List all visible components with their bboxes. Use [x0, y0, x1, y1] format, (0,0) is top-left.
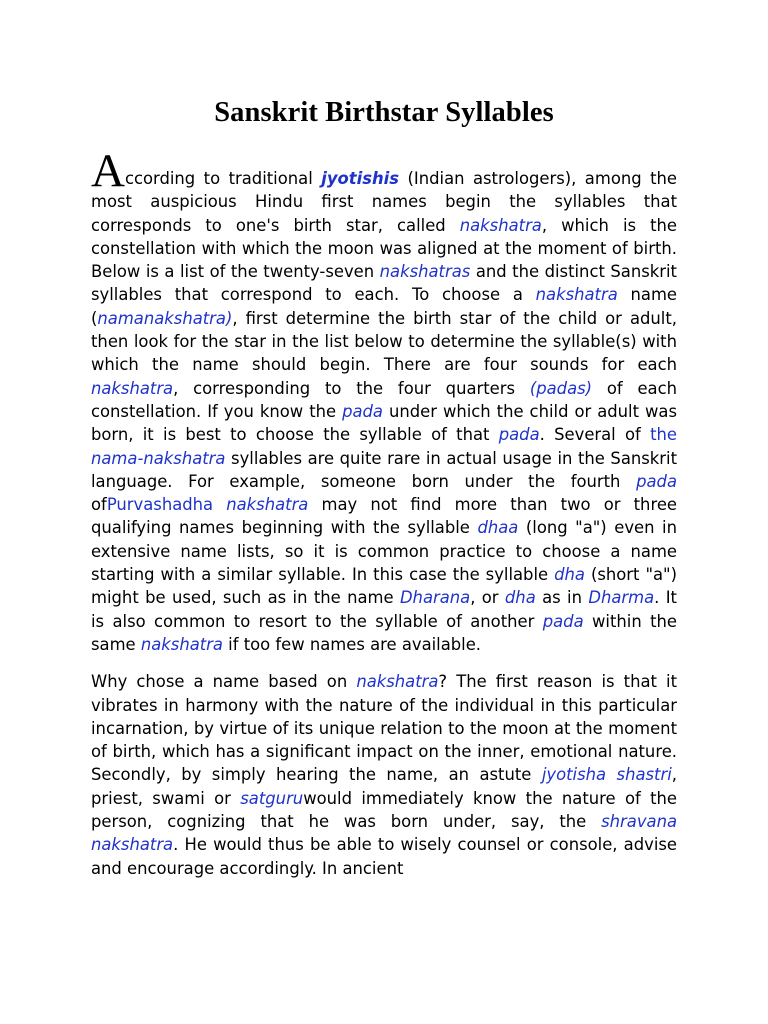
text-run: would immediately know the nature of the person, cognizing that he was born under, say, the [91, 788, 677, 832]
link-nakshatra[interactable]: nakshatra [140, 634, 223, 654]
link-shravana-nakshatra[interactable]: shravana nakshatra [91, 812, 677, 855]
text-run: , or [470, 588, 505, 608]
text-run: of each constellation. If you know the [91, 378, 677, 421]
text-run: as in [535, 588, 589, 608]
text-run: if too few names are available. [222, 634, 482, 654]
link-dhaa[interactable]: dhaa [477, 518, 519, 538]
document-body [91, 0, 677, 880]
link-pada[interactable]: pada [636, 471, 677, 491]
link-nakshatra[interactable]: nakshatra [91, 378, 174, 398]
text-run: ? The first reason is that it vibrates in harmony with the nature of the individual in this particular incarnation, by virtue of its unique relation to the moon at the moment of birth, which has a significant impact on the inner, emotional nature. Secondly, by simply hearing the name, an astute [91, 672, 677, 785]
paragraph-intro [91, 145, 678, 656]
link-nama-nakshatra[interactable]: nama-nakshatra [91, 448, 226, 468]
link-nakshatra[interactable]: nakshatra [459, 215, 542, 235]
text-run: (short "a") might be used, such as in the name [91, 565, 677, 608]
text-run: name ( [91, 285, 677, 328]
text-run: . Several of [539, 425, 651, 445]
paragraph-why-nakshatra [91, 670, 677, 880]
link-dharma[interactable]: Dharma [588, 588, 655, 608]
text-run: and the distinct Sanskrit syllables that correspond to each. To choose a [91, 262, 677, 305]
link-pada[interactable]: pada [342, 401, 383, 421]
text-run: , priest, swami or [91, 765, 677, 808]
text-run: (Indian astrologers), among the most auspicious Hindu first names begin the syllables that corresponds to one's birth star, called [91, 169, 678, 235]
text-run: . He would thus be able to wisely counsel or console, advise and encourage accordingly. In ancient [91, 835, 677, 878]
link-nakshatras[interactable]: nakshatras [379, 262, 471, 282]
link-nakshatra[interactable]: nakshatra [535, 285, 618, 305]
page-title: Sanskrit Birthstar Syllables [214, 97, 554, 128]
link-dha[interactable]: dha [504, 588, 536, 608]
link-jyotisha-shastri[interactable]: jyotisha shastri [541, 765, 672, 785]
link-jyotishis[interactable]: jyotishis [321, 169, 400, 188]
text-run: may not find more than two or three qualifying names beginning with the syllable [91, 495, 677, 538]
link-purvashadha[interactable]: Purvashadha [106, 495, 227, 515]
drop-cap: A [91, 145, 125, 197]
link-dharana[interactable]: Dharana [399, 588, 471, 608]
text-run: , first determine the birth star of the child or adult, then look for the star in the list below to determine the syllable(s) with which the name should begin. There are four sounds for each [91, 308, 677, 375]
link-satguru[interactable]: satguru [240, 788, 304, 808]
text-run: (long "a") even in extensive name lists, so it is common practice to choose a name starting with a similar syllable. In this case the syllable [91, 518, 677, 585]
text-run: within the same [91, 611, 677, 654]
text-run: , corresponding to the four quarters [173, 378, 530, 398]
link-nakshatra[interactable]: nakshatra [356, 672, 439, 692]
link-namanakshatra[interactable]: namanakshatra) [97, 308, 233, 328]
link-the[interactable]: the [650, 425, 677, 445]
text-run: ccording to traditional [124, 169, 322, 188]
text-run: . It is also common to resort to the syllable of another [91, 588, 677, 631]
text-run: of [91, 495, 107, 515]
text-run: syllables are quite rare in actual usage in the Sanskrit language. For example, someone born under the fourth [91, 448, 677, 491]
link-nakshatra[interactable]: nakshatra [226, 495, 309, 515]
link-padas[interactable]: (padas) [529, 378, 593, 398]
text-run: , which is the constellation with which the moon was aligned at the moment of birth. Below is a list of the twenty-seven [91, 215, 677, 282]
link-pada[interactable]: pada [498, 425, 540, 445]
link-pada[interactable]: pada [542, 611, 584, 631]
text-run: under which the child or adult was born, it is best to choose the syllable of that [91, 401, 677, 445]
link-dha[interactable]: dha [554, 565, 585, 585]
text-run: Why chose a name based on [91, 672, 357, 692]
